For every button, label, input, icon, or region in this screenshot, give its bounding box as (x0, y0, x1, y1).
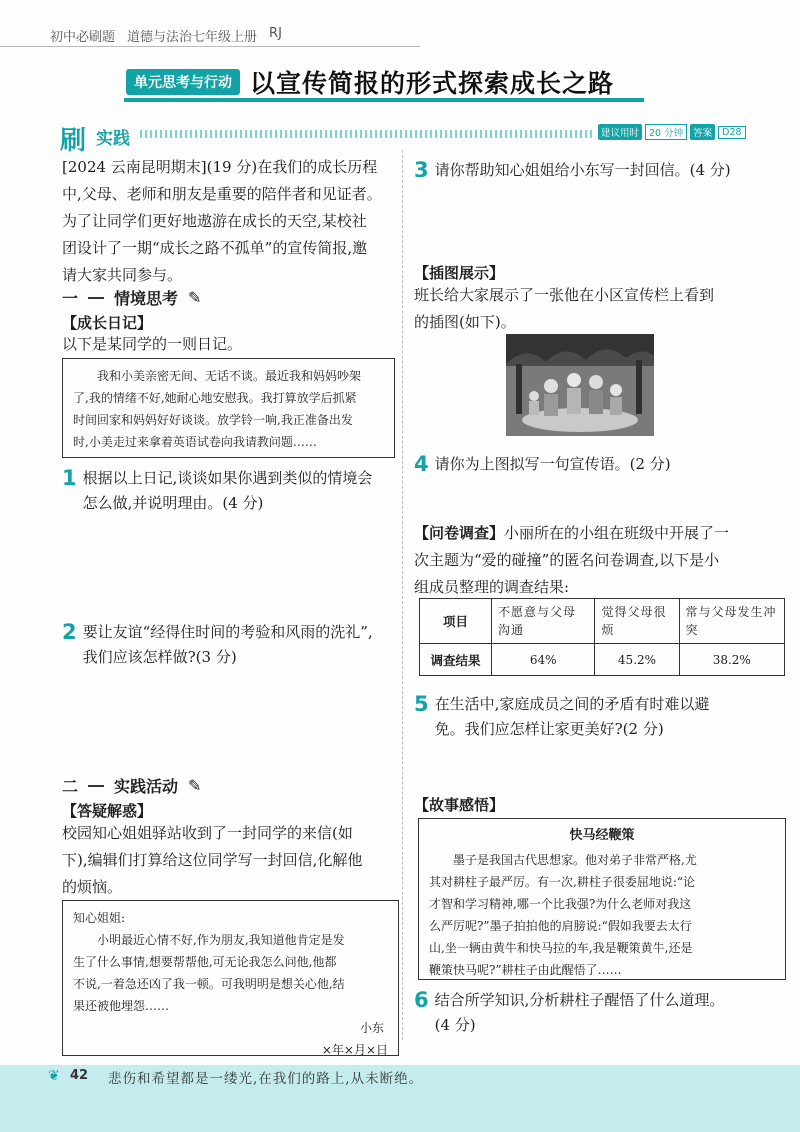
question-text: 在生活中,家庭成员之间的矛盾有时难以避 (434, 695, 710, 713)
question-text: 我们应该怎样做?(3 分) (82, 648, 237, 666)
story-box (418, 818, 786, 980)
intro-line: 中,父母、老师和朋友是重要的陪伴者和见证者。 (62, 185, 382, 203)
table-row (420, 599, 785, 644)
table-header-cell: 调查结果 (420, 644, 492, 676)
answer-value: D28 (718, 126, 745, 139)
series-name: 初中必刷题 (50, 30, 116, 45)
story-title: 快马经鞭策 (569, 828, 635, 843)
letter-greeting: 知心姐姐: (73, 911, 126, 925)
intro-line: 为了让同学们更好地遨游在成长的天空,某校社 (62, 212, 367, 230)
unit-tag: 单元思考与行动 (126, 69, 240, 95)
section1-title: 情境思考 (114, 289, 179, 308)
table-cell: 64% (492, 644, 595, 676)
question-text: 免。我们应怎样让家更美好?(2 分) (434, 720, 664, 738)
section1-heading (62, 286, 201, 309)
table-cell: 觉得父母很烦 (595, 599, 679, 644)
edition-label: RJ (269, 26, 282, 41)
question-3 (414, 158, 789, 183)
answer-label: 答案 (690, 124, 715, 140)
page-number: 42 (70, 1068, 89, 1083)
intro-line: 团设计了一期“成长之路不孤单”的宣传简报,邀 (62, 239, 368, 257)
letter-box (62, 900, 399, 1056)
time-answer-box (598, 124, 746, 140)
section2-title: 实践活动 (114, 777, 179, 796)
diary-line: 时,小美走过来拿着英语试卷向我请教问题…… (73, 435, 317, 449)
story-line: 墨子是我国古代思想家。他对弟子非常严格,尤 (453, 853, 697, 867)
column-divider (402, 150, 403, 1040)
diary-line: 我和小美亲密无间、无话不谈。最近我和妈妈吵架 (97, 369, 362, 383)
footer-motto: 悲伤和希望都是一缕光,在我们的路上,从未断绝。 (108, 1071, 424, 1087)
letter-sign: 小东 (359, 1021, 384, 1035)
family-picnic-illustration (506, 334, 654, 436)
diary-label: 【成长日记】 (62, 314, 153, 332)
table-row (420, 644, 785, 676)
diary-line: 了,我的情绪不好,她耐心地安慰我。我打算放学后抓紧 (73, 391, 357, 405)
story-label: 【故事感悟】 (414, 796, 505, 814)
question-text: 怎么做,并说明理由。(4 分) (82, 494, 264, 512)
question-1 (62, 466, 397, 516)
diary-line: 时间回家和妈妈好好谈谈。放学铃一响,我正准备出发 (73, 413, 353, 427)
section1-number: 一 (62, 289, 79, 308)
table-header-cell: 项目 (420, 599, 492, 644)
table-cell: 不愿意与父母沟通 (492, 599, 595, 644)
story-line: 其对耕柱子最严厉。有一次,耕柱子很委屈地说:“论 (429, 875, 695, 889)
letter-line: 生了什么事情,想要帮帮他,可无论我怎么问他,他都 (73, 955, 337, 969)
picnic-image (506, 334, 654, 436)
question-text: 结合所学知识,分析耕柱子醒悟了什么道理。 (434, 991, 725, 1009)
question-number: 4 (414, 452, 429, 476)
heading-dash (88, 297, 104, 299)
qa-intro: 校园知心姐姐驿站收到了一封同学的来信(如 下),编辑们打算给这位同学写一封回信,化解他 的烦恼。 (62, 824, 363, 896)
intro-source: [2024 云南昆明期末] (62, 158, 207, 176)
qa-label: 【答疑解惑】 (62, 802, 153, 820)
table-cell: 常与父母发生冲突 (679, 599, 785, 644)
pencil-icon: ✎ (188, 776, 202, 795)
question-number: 6 (414, 988, 429, 1012)
question-4 (414, 452, 789, 477)
question-text: 要让友谊“经得住时间的考验和风雨的洗礼”, (82, 623, 373, 641)
subject-name: 道德与法治七年级上册 (127, 30, 258, 45)
question-number: 5 (414, 692, 429, 716)
section2-number: 二 (62, 777, 79, 796)
question-number: 3 (414, 158, 429, 182)
heading-dash (88, 785, 104, 787)
question-number: 2 (62, 620, 77, 644)
time-value: 20 分钟 (645, 124, 687, 140)
page-title (126, 64, 614, 100)
letter-date: ×年×月×日 (321, 1043, 388, 1057)
story-line: 鞭策快马呢?”耕柱子由此醒悟了…… (429, 963, 622, 977)
illustration-label: 【插图展示】 (414, 264, 505, 282)
diary-intro: 以下是某同学的一则日记。 (62, 335, 243, 353)
letter-line: 果还被他埋怨…… (73, 999, 170, 1013)
section2-heading (62, 774, 201, 797)
question-text: 根据以上日记,谈谈如果你遇到类似的情境会 (82, 469, 373, 487)
question-text: (4 分) (434, 1016, 476, 1034)
question-2 (62, 620, 397, 670)
banner-label: 实践 (96, 129, 130, 149)
pencil-icon: ✎ (188, 288, 202, 307)
intro-line: 请大家共同参与。 (62, 266, 183, 284)
story-line: 么严厉呢?”墨子拍拍他的肩膀说:“假如我要去太行 (429, 919, 692, 933)
shua-logo: 刷 (60, 126, 87, 156)
story-line: 才智和学习精神,哪一个比我强?为什么老师对我这 (429, 897, 692, 911)
title-main: 以宣传简报的形式探索成长之路 (250, 69, 615, 98)
letter-line: 小明最近心情不好,作为朋友,我知道他肯定是发 (97, 933, 345, 947)
survey-label: 【问卷调查】 (414, 524, 505, 542)
illustration-intro: 班长给大家展示了一张他在小区宣传栏上看到 的插图(如下)。 (414, 286, 715, 331)
survey-intro: 【问卷调查】小丽所在的小组在班级中开展了一 次主题为“爱的碰撞”的匿名问卷调查,以下是小 组成员整理的调查结果: (414, 524, 730, 596)
time-label: 建议用时 (598, 124, 642, 140)
question-6 (414, 988, 789, 1038)
story-line: 山,坐一辆由黄牛和快马拉的车,我是鞭策黄牛,还是 (429, 941, 693, 955)
intro-paragraph (62, 154, 397, 289)
table-cell: 45.2% (595, 644, 679, 676)
running-header (50, 26, 282, 45)
intro-line: [2024 云南昆明期末](19 分)在我们的成长历程 (62, 158, 378, 176)
survey-table (419, 598, 785, 676)
leaf-icon: ❦ (48, 1068, 60, 1084)
question-number: 1 (62, 466, 77, 490)
question-5 (414, 692, 789, 742)
header-rule (0, 46, 420, 47)
diary-box (62, 358, 395, 458)
banner-stripe (140, 130, 595, 138)
table-cell: 38.2% (679, 644, 785, 676)
letter-line: 不说,一着急还凶了我一顿。可我明明是想关心他,结 (73, 977, 345, 991)
title-underline (124, 98, 644, 102)
question-text: 请你帮助知心姐姐给小东写一封回信。(4 分) (434, 161, 731, 179)
question-text: 请你为上图拟写一句宣传语。(2 分) (434, 455, 671, 473)
